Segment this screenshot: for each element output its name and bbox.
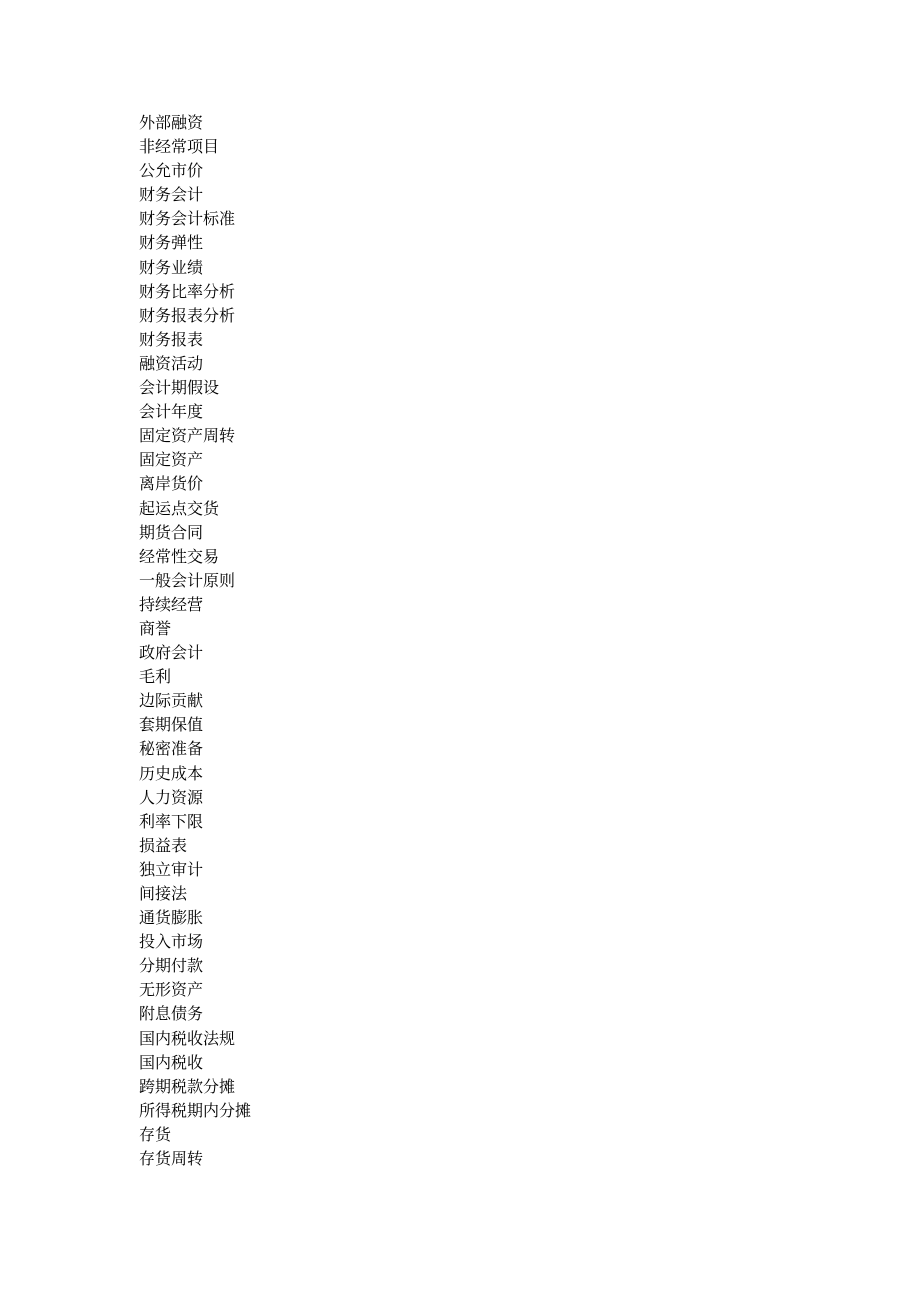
term-item: 财务报表分析 xyxy=(139,305,236,325)
term-item: 非经常项目 xyxy=(139,137,220,157)
term-item: 财务会计标准 xyxy=(139,209,236,229)
term-item: 跨期税款分摊 xyxy=(139,1076,236,1096)
term-item: 边际贡献 xyxy=(139,691,204,711)
term-item: 所得税期内分摊 xyxy=(139,1100,252,1120)
term-item: 存货周转 xyxy=(139,1149,204,1169)
term-item: 一般会计原则 xyxy=(139,570,236,590)
term-item: 人力资源 xyxy=(139,787,204,807)
term-item: 固定资产周转 xyxy=(139,426,236,446)
term-item: 财务会计 xyxy=(139,185,204,205)
term-item: 外部融资 xyxy=(139,113,204,132)
term-item: 分期付款 xyxy=(139,956,204,976)
term-item: 政府会计 xyxy=(139,643,204,663)
term-item: 附息债务 xyxy=(139,1004,204,1024)
term-item: 起运点交货 xyxy=(139,498,220,518)
term-item: 利率下限 xyxy=(139,811,204,831)
term-list xyxy=(139,111,251,1171)
term-item: 公允市价 xyxy=(139,161,204,181)
term-item: 财务弹性 xyxy=(139,233,204,253)
term-item: 固定资产 xyxy=(139,450,204,470)
term-item: 持续经营 xyxy=(139,594,204,614)
term-item: 离岸货价 xyxy=(139,474,204,494)
term-item: 独立审计 xyxy=(139,859,204,879)
term-item: 国内税收法规 xyxy=(139,1028,236,1048)
term-item: 无形资产 xyxy=(139,980,204,1000)
term-item: 期货合同 xyxy=(139,522,204,542)
term-item: 毛利 xyxy=(139,667,172,687)
term-item: 秘密准备 xyxy=(139,739,204,759)
term-item: 间接法 xyxy=(139,884,188,903)
term-item: 通货膨胀 xyxy=(139,908,204,928)
term-item: 财务报表 xyxy=(139,329,204,349)
term-item: 商誉 xyxy=(139,618,172,638)
term-item: 投入市场 xyxy=(139,932,204,952)
term-item: 财务业绩 xyxy=(139,257,204,277)
term-item: 历史成本 xyxy=(139,763,204,783)
term-item: 损益表 xyxy=(139,835,188,855)
term-item: 融资活动 xyxy=(139,353,204,373)
term-item: 存货 xyxy=(139,1124,172,1144)
term-item: 国内税收 xyxy=(139,1052,204,1072)
term-item: 财务比率分析 xyxy=(139,281,236,301)
term-item: 套期保值 xyxy=(139,715,204,735)
term-item: 经常性交易 xyxy=(139,546,220,566)
term-item: 会计年度 xyxy=(139,402,204,422)
term-item: 会计期假设 xyxy=(139,378,220,398)
